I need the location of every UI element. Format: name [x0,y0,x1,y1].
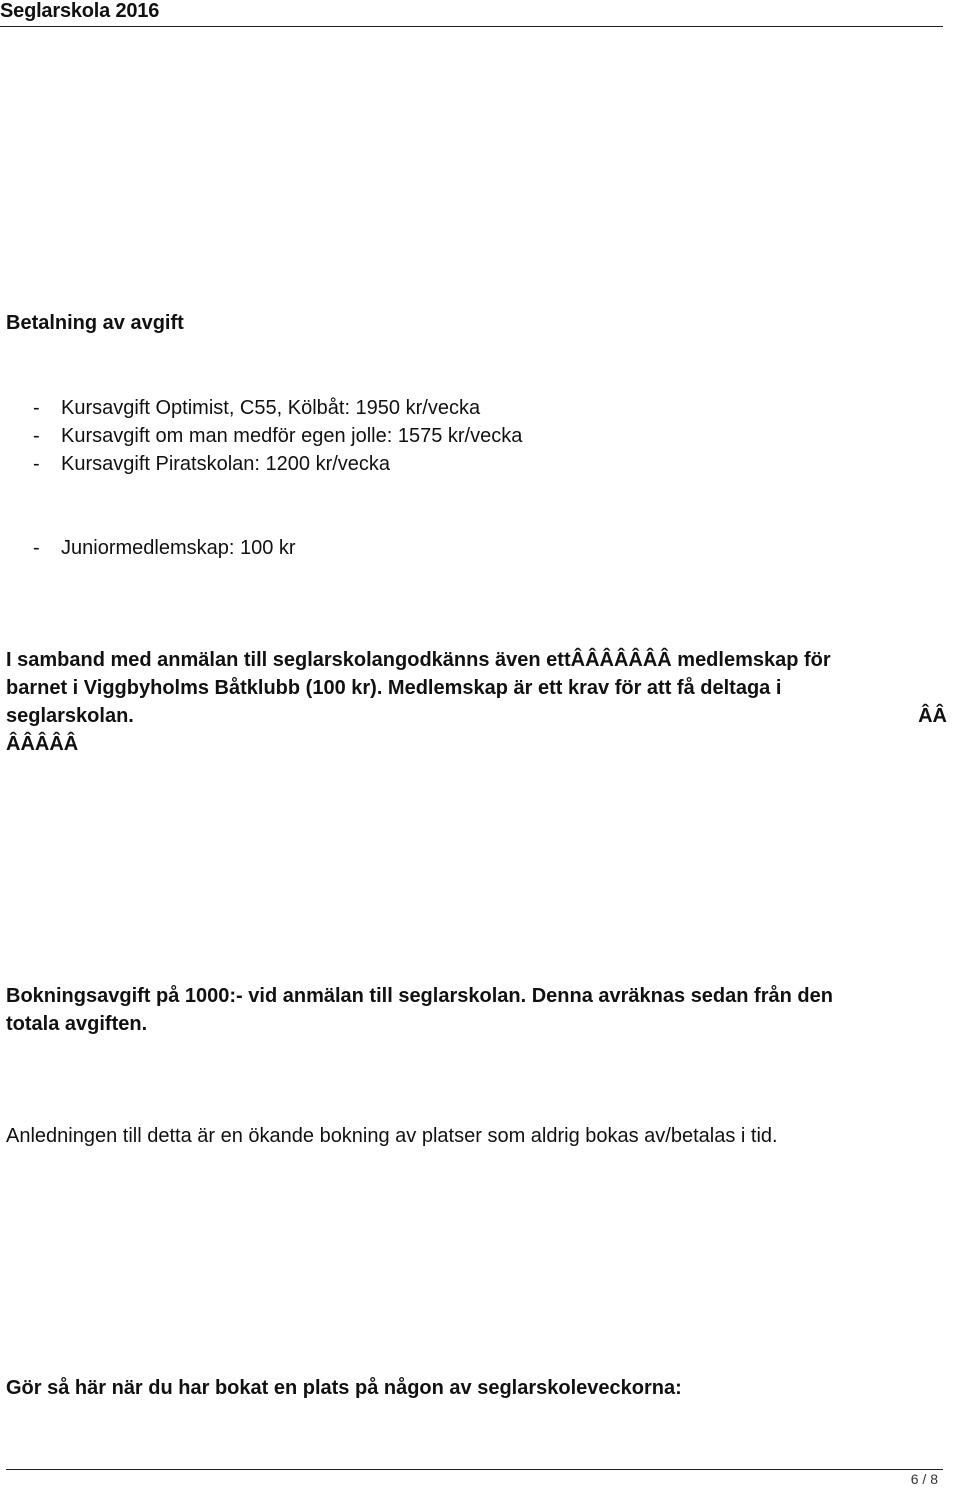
fee-item-text: Kursavgift Optimist, C55, Kölbåt: 1950 kr/vecka [61,397,481,419]
membership-note-line: I samband med anmälan till seglarskolangodkänns även ettÂÂÂÂÂÂÂ medlemskap för [6,649,831,671]
page-header [0,0,943,27]
list-bullet: - [33,537,40,559]
membership-note-line: barnet i Viggbyholms Båtklubb (100 kr). Medlemskap är ett krav för att få deltaga i [6,677,782,699]
booking-fee-line: totala avgiften. [6,1013,148,1035]
footer-divider [6,1469,943,1470]
list-bullet: - [33,453,40,475]
section-heading-next-steps: Gör så här när du har bokat en plats på någon av seglarskoleveckorna: [6,1377,682,1399]
list-item [33,422,522,450]
membership-note-line [6,702,947,730]
encoding-artifact: ÂÂ [918,705,947,727]
list-bullet: - [33,397,40,419]
list-item [33,534,296,562]
membership-note-text: seglarskolan. [6,705,134,727]
membership-item-text: Juniormedlemskap: 100 kr [61,537,296,559]
fee-item-text: Kursavgift Piratskolan: 1200 kr/vecka [61,453,391,475]
encoding-artifact: ÂÂÂÂÂ [6,733,79,755]
fee-item-text: Kursavgift om man medför egen jolle: 1575 kr/vecka [61,425,523,447]
list-item [33,394,522,422]
page-number: 6 / 8 [910,1471,938,1487]
membership-list [33,534,296,562]
membership-note [6,646,947,758]
booking-fee-line: Bokningsavgift på 1000:- vid anmälan till seglarskolan. Denna avräknas sedan från den [6,985,833,1007]
document-title: Seglarskola 2016 [0,0,160,22]
booking-fee-note [6,982,941,1038]
reason-paragraph: Anledningen till detta är en ökande bokning av platser som aldrig bokas av/betalas i tid. [6,1125,778,1147]
list-bullet: - [33,425,40,447]
section-heading-payment: Betalning av avgift [6,312,184,334]
fee-list [33,394,522,478]
list-item [33,450,522,478]
